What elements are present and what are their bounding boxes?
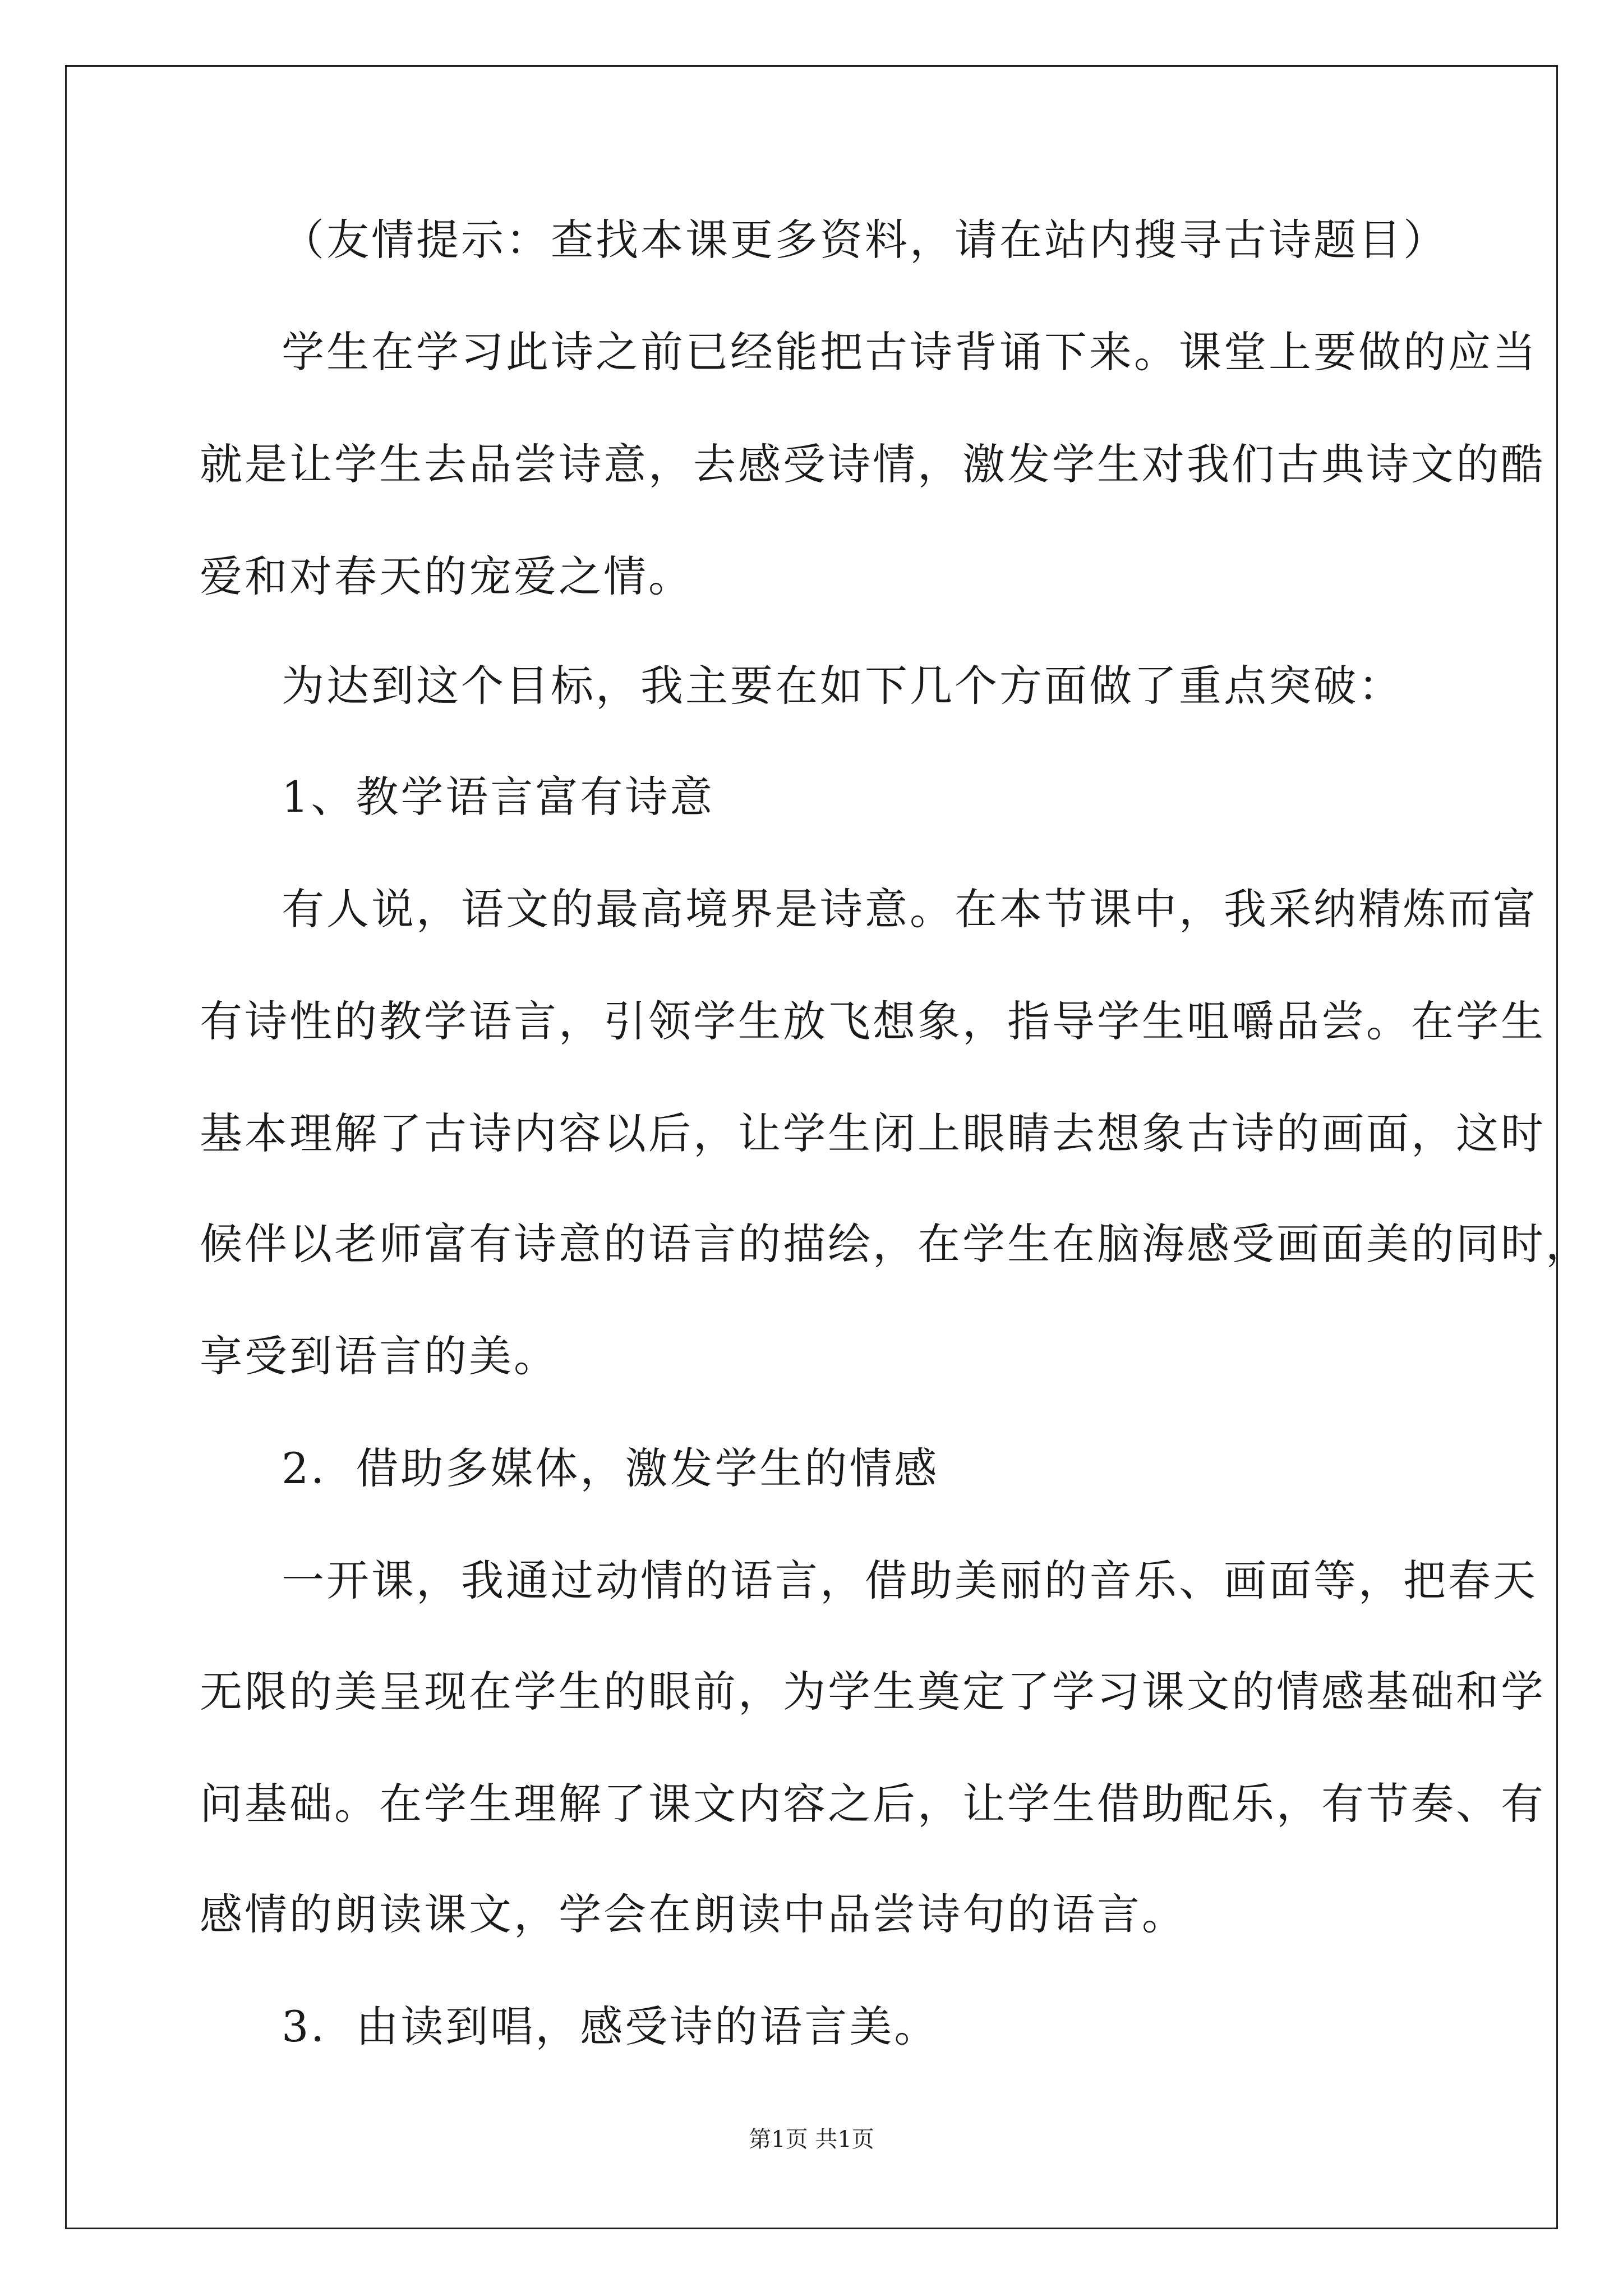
section-heading: 2．借助多媒体，激发学生的情感 [282,1443,939,1493]
section-heading: 1、教学语言富有诗意 [282,772,715,822]
paragraph-line: 有人说，语文的最高境界是诗意。在本节课中，我采纳精炼而富 [282,884,1538,934]
paragraph-line: 无限的美呈现在学生的眼前，为学生奠定了学习课文的情感基础和学 [200,1667,1546,1717]
paragraph-line: 为达到这个目标，我主要在如下几个方面做了重点突破： [282,661,1403,711]
paragraph-line: 感情的朗读课文，学会在朗读中品尝诗句的语言。 [200,1889,1187,1939]
paragraph-line: 爱和对春天的宠爱之情。 [200,551,693,601]
paragraph-line: 学生在学习此诗之前已经能把古诗背诵下来。课堂上要做的应当 [282,327,1538,377]
paragraph-line: 有诗性的教学语言，引领学生放飞想象，指导学生咀嚼品尝。在学生 [200,996,1546,1046]
paragraph-line: 一开课，我通过动情的语言，借助美丽的音乐、画面等，把春天 [282,1556,1538,1605]
paragraph-line: 就是让学生去品尝诗意，去感受诗情，激发学生对我们古典诗文的酷 [200,439,1546,489]
paragraph-line: 候伴以老师富有诗意的语言的描绘，在学生在脑海感受画面美的同时， [200,1219,1590,1269]
paragraph-line: 问基础。在学生理解了课文内容之后，让学生借助配乐，有节奏、有 [200,1779,1546,1829]
paragraph-line: 享受到语言的美。 [200,1331,559,1381]
paragraph-line: 基本理解了古诗内容以后，让学生闭上眼睛去想象古诗的画面，这时 [200,1108,1546,1158]
page-footer: 第1页 共1页 [749,2127,874,2152]
section-heading: 3．由读到唱，感受诗的语言美。 [282,2001,939,2051]
tip-paragraph: （友情提示：查找本课更多资料，请在站内搜寻古诗题目） [282,215,1448,265]
